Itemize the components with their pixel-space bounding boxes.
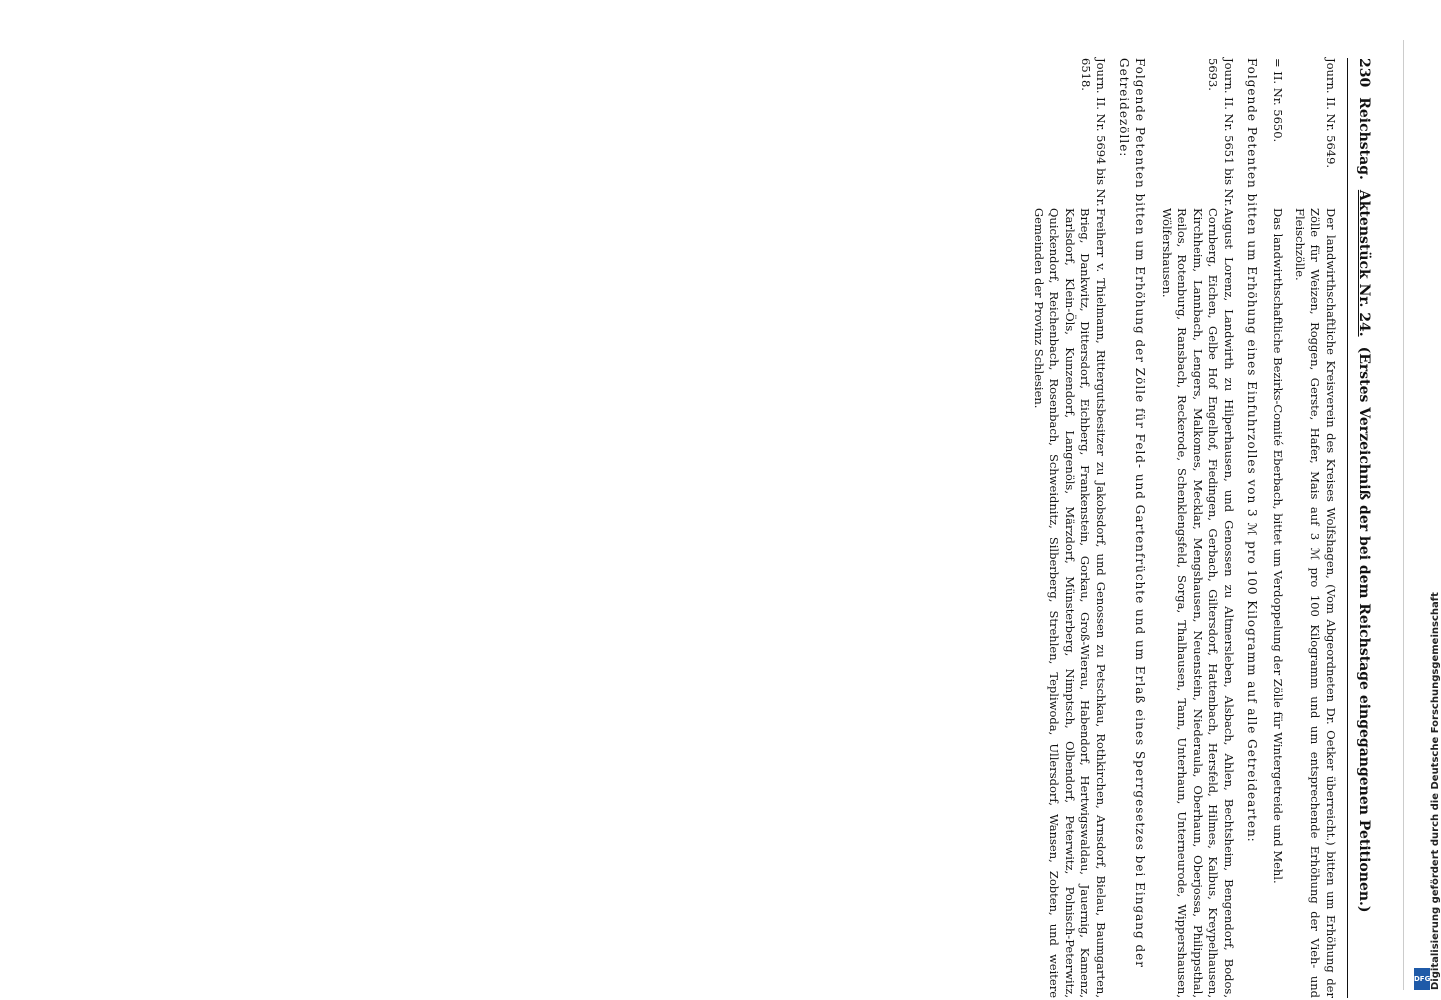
petition-entry bbox=[1030, 58, 1108, 998]
journal-ref: Journ. II. Nr. 5649. bbox=[1324, 58, 1338, 169]
section-heading: Folgende Petenten bitten um Erhöhung eines Einfuhrzolles von 3 ℳ pro 100 Kilogramm auf alle Getreidearten: bbox=[1245, 58, 1259, 843]
petition-text: Der landwirthschaftliche Kreisverein des Kreises Wolfshagen, (Vom Abgeordneten Dr. Oetker überreicht.) bitten um Erhöhung der Zölle für Weizen, Roggen, Gerste, Hafer, Mais auf 3 ℳ pro 100 Kilogramm und um entsprechende Erhöhung der Vieh- und Fleischzölle. bbox=[1293, 208, 1338, 998]
scan-edge-line bbox=[1403, 40, 1404, 990]
section-heading: Folgende Petenten bitten um Erhöhung der Zölle für Feld- und Gartenfrüchte und um Erlaß eines Sperrgesetzes bei Eingang der Getreidezölle: bbox=[1117, 58, 1148, 969]
page-number: 230 bbox=[1356, 58, 1372, 88]
petitioner-list: August Lorenz, Landwirth zu Hilperhausen, und Genossen zu Altmersleben, Alsbach, Ahlen, Bechtsheim, Bengendorf, Bodos, Cornberg, Eichen, Gelbe Hof Engelhof, Fiedingen, Gerbach, Giltersdorf, Hattenbach, Hersfeld, Hilmes, Kalbus, Kreypelhausen, Kirchheim, Lannbach, Lengers, Malkomes, Mecklar, Mengshausen, Neuenstein, Niederaula, Oberhaun, Oberjossa, Philippsthal, Reilos, Rotenburg, Ransbach, Reckerode, Schenklengsfeld, Sorga, Thalhausen, Tann, Unterhaun, Unterneurode, Wippershausen, Wölfershausen. bbox=[1159, 208, 1236, 998]
petition-entry bbox=[1158, 58, 1236, 998]
page-title: (Erstes Verzeichniß der bei dem Reichstage eingegangenen Petitionen.) bbox=[1356, 346, 1372, 913]
dfg-logo: DFG bbox=[1414, 968, 1430, 990]
issue-number: Aktenstück Nr. 24. bbox=[1356, 189, 1372, 337]
page-header bbox=[1347, 58, 1372, 998]
petitioner-list: Freiherr v. Thielmann, Rittergutsbesitzer zu Jakobsdorf, und Genossen zu Petschkau, Rothkirchen, Arnsdorf, Bielau, Baumgarten, Brieg, Dankwitz, Dittersdorf, Eichberg, Frankenstein, Gorkau, Groß-Wierau, Habendorf, Hertwigswaldau, Jauernig, Kamenz, Karlsdorf, Klein-Öls, Kunzendorf, Langenöls, Märzdorf, Münsterberg, Nimptsch, Olbendorf, Peterwitz, Polnisch-Peterwitz, Quickendorf, Reichenbach, Rosenbach, Schweidnitz, Silberberg, Strehlen, Tepliwoda, Ullersdorf, Wansen, Zobten, und weitere Gemeinden der Provinz Schlesien. bbox=[1031, 208, 1109, 998]
petition-entry bbox=[1292, 58, 1339, 998]
petition-text: Das landwirthschaftliche Bezirks-Comité Eberbach, bittet um Verdoppelung der Zölle für Wintergetreide und Mehl. bbox=[1271, 208, 1286, 884]
rotated-page bbox=[42, 58, 1372, 998]
petition-entry bbox=[1270, 58, 1286, 998]
funding-note: Digitalisierung gefördert durch die Deutsche Forschungsgemeinschaft bbox=[1430, 592, 1441, 990]
funding-sidebar bbox=[1412, 300, 1441, 990]
publication-name: Reichstag. bbox=[1356, 97, 1372, 180]
content-area bbox=[1024, 58, 1338, 998]
journal-ref: Journ. II. Nr. 5694 bis Nr. 6518. bbox=[1078, 58, 1109, 207]
journal-ref: = II. Nr. 5650. bbox=[1271, 58, 1286, 143]
journal-ref: Journ. II. Nr. 5651 bis Nr. 5693. bbox=[1206, 58, 1236, 207]
